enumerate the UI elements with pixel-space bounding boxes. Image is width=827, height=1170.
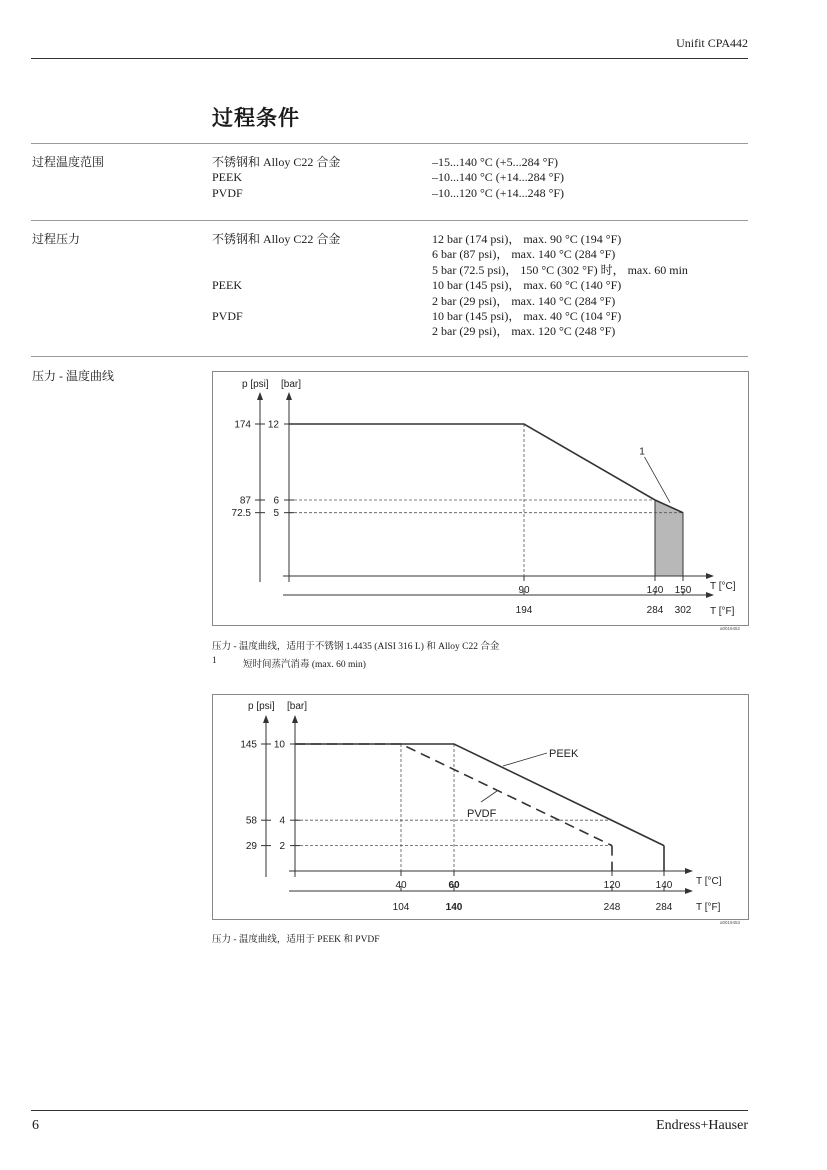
pressure-curve-peek xyxy=(295,744,664,846)
pressure-materials xyxy=(212,232,340,324)
y-axis-psi-arrow xyxy=(257,392,263,400)
y-tick-label-bar: 6 xyxy=(273,495,279,507)
x-axis-fahrenheit-arrow xyxy=(685,888,693,894)
x-axis-celsius-arrow xyxy=(685,868,693,874)
material-pvdf: PVDF xyxy=(212,185,243,200)
y-axis-label-bar: [bar] xyxy=(287,701,308,712)
chart-peek-pvdf-svg xyxy=(213,695,748,919)
guide-lines xyxy=(295,744,612,871)
y-tick-label-psi: 145 xyxy=(240,739,257,751)
x-tick-label-celsius: 40 xyxy=(395,880,407,891)
x-axis-label-celsius: T [°C] xyxy=(710,581,736,592)
y-tick-label-bar: 2 xyxy=(279,841,285,853)
y-tick-label-bar: 12 xyxy=(267,419,279,431)
x-tick-label-fahrenheit: 194 xyxy=(515,605,533,616)
figure-code: a0019453 xyxy=(720,920,741,925)
brand-name: Endress+Hauser xyxy=(656,1118,748,1133)
pressure-value: 6 bar (87 psi)， max. 140 °C (284 °F) xyxy=(432,247,616,262)
temperature-value: –10...140 °C (+14...284 °F) xyxy=(432,170,565,185)
y-tick-label-bar: 5 xyxy=(273,508,279,520)
chart-peek-pvdf xyxy=(212,694,749,920)
y-tick-label-psi: 58 xyxy=(245,815,257,827)
figure-caption: 压力 - 温度曲线，适用于不锈钢 1.4435 (AISI 316 L) 和 Alloy C22 合金 xyxy=(212,642,500,652)
document-title: Unifit CPA442 xyxy=(676,36,748,50)
x-tick-label-fahrenheit: 248 xyxy=(603,902,621,913)
y-tick-label-psi: 174 xyxy=(234,419,251,431)
pressure-curve-stainless xyxy=(289,424,683,513)
y-tick-label-psi: 29 xyxy=(245,841,257,853)
divider xyxy=(31,356,748,357)
material-stainless: 不锈钢和 Alloy C22 合金 xyxy=(212,155,341,169)
y-tick-label-psi: 87 xyxy=(239,495,251,507)
x-tick-label-celsius: 150 xyxy=(674,585,692,596)
process-pressure-label: 过程压力 xyxy=(32,232,81,246)
x-ticks xyxy=(516,576,692,616)
y-axis-psi-arrow xyxy=(263,715,269,723)
figure-note-text: 短时间蒸汽消毒 (max. 60 min) xyxy=(243,660,366,670)
x-tick-label-celsius: 60 xyxy=(448,880,460,891)
x-tick-label-fahrenheit: 302 xyxy=(674,605,692,616)
x-axis-fahrenheit-arrow xyxy=(706,592,714,598)
chart-stainless xyxy=(212,371,749,626)
pressure-value: 5 bar (72.5 psi)， 150 °C (302 °F) 时， max. 60 min xyxy=(432,262,688,277)
legend-label-pvdf: PVDF xyxy=(467,808,497,820)
x-axis-label-celsius: T [°C] xyxy=(696,876,722,887)
note-callout-1: 1 xyxy=(639,446,645,458)
pressure-value: 2 bar (29 psi)， max. 140 °C (284 °F) xyxy=(432,293,616,308)
figure-code: a0019452 xyxy=(720,626,741,631)
y-axis-label-bar: [bar] xyxy=(281,379,302,390)
x-ticks xyxy=(393,871,673,913)
y-axis-bar-arrow xyxy=(292,715,298,723)
temperature-value: –10...120 °C (+14...248 °F) xyxy=(432,185,565,200)
legend-leader-peek xyxy=(503,753,547,766)
legend-label-peek: PEEK xyxy=(549,748,579,760)
legend-leader-pvdf xyxy=(481,791,497,802)
pressure-value: 12 bar (174 psi)， max. 90 °C (194 °F) xyxy=(432,232,622,246)
x-tick-label-fahrenheit: 284 xyxy=(646,605,664,616)
chart-stainless-svg xyxy=(213,372,748,625)
material-peek: PEEK xyxy=(212,170,242,185)
x-tick-label-celsius: 140 xyxy=(655,880,673,891)
guide-lines xyxy=(289,424,683,576)
y-ticks xyxy=(232,420,294,520)
page-number: 6 xyxy=(32,1118,39,1133)
pressure-value: 10 bar (145 psi)， max. 40 °C (104 °F) xyxy=(432,309,622,324)
temperature-values xyxy=(432,155,564,201)
figure-caption: 压力 - 温度曲线，适用于 PEEK 和 PVDF xyxy=(212,935,380,945)
x-tick-label-celsius: 120 xyxy=(603,880,621,891)
figure-note-number: 1 xyxy=(212,656,217,666)
x-tick-label-celsius: 90 xyxy=(518,585,530,596)
material-pvdf: PVDF xyxy=(212,309,243,324)
y-axis-bar-arrow xyxy=(286,392,292,400)
pt-curve-label: 压力 - 温度曲线 xyxy=(32,369,114,383)
y-axis-label-psi: p [psi] xyxy=(248,701,275,712)
y-tick-label-bar: 4 xyxy=(279,815,285,827)
header-rule xyxy=(31,58,748,59)
y-tick-label-bar: 10 xyxy=(273,739,285,751)
temperature-materials xyxy=(212,155,340,201)
x-axis-label-fahrenheit: T [°F] xyxy=(710,606,735,617)
x-axis-celsius-arrow xyxy=(706,573,714,579)
material-stainless: 不锈钢和 Alloy C22 合金 xyxy=(212,232,341,246)
section-heading: 过程条件 xyxy=(212,106,300,130)
x-tick-label-fahrenheit: 140 xyxy=(445,902,463,913)
y-tick-label-psi: 72.5 xyxy=(231,508,251,520)
x-tick-label-fahrenheit: 104 xyxy=(392,902,410,913)
footer-rule xyxy=(31,1110,748,1111)
process-temperature-label: 过程温度范围 xyxy=(32,155,105,169)
pressure-value: 2 bar (29 psi)， max. 120 °C (248 °F) xyxy=(432,324,616,339)
x-tick-label-celsius: 140 xyxy=(646,585,664,596)
y-ticks xyxy=(240,740,300,853)
divider xyxy=(31,220,748,221)
divider xyxy=(31,143,748,144)
y-axis-label-psi: p [psi] xyxy=(242,379,269,390)
x-tick-label-fahrenheit: 284 xyxy=(655,902,673,913)
pressure-values xyxy=(432,232,688,340)
pressure-value: 10 bar (145 psi)， max. 60 °C (140 °F) xyxy=(432,278,622,293)
material-peek: PEEK xyxy=(212,278,242,293)
temperature-value: –15...140 °C (+5...284 °F) xyxy=(432,155,559,169)
x-axis-label-fahrenheit: T [°F] xyxy=(696,902,721,913)
